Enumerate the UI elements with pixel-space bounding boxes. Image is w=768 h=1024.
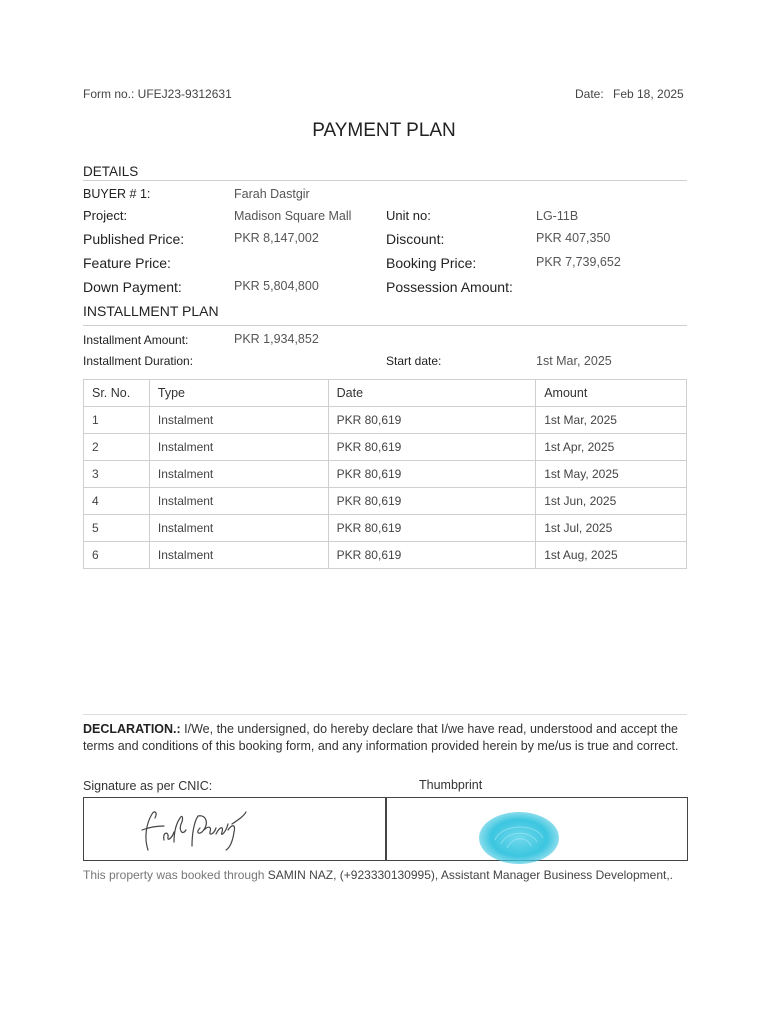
- details-divider: [83, 180, 687, 181]
- cell-type: Instalment: [149, 488, 328, 515]
- cell-date: PKR 80,619: [328, 461, 536, 488]
- published-price-value: PKR 8,147,002: [234, 231, 319, 245]
- cell-date: PKR 80,619: [328, 542, 536, 569]
- cell-date: PKR 80,619: [328, 515, 536, 542]
- cell-type: Instalment: [149, 434, 328, 461]
- installment-amount-value: PKR 1,934,852: [234, 332, 319, 346]
- cell-amount: 1st Jun, 2025: [536, 488, 687, 515]
- cell-type: Instalment: [149, 461, 328, 488]
- booked-prefix: This property was booked through: [83, 868, 268, 882]
- start-date-value: 1st Mar, 2025: [536, 354, 612, 368]
- cell-date: PKR 80,619: [328, 488, 536, 515]
- table-row: [84, 488, 687, 515]
- table-header-row: [84, 380, 687, 407]
- details-heading: DETAILS: [83, 164, 139, 179]
- declaration-text: I/We, the undersigned, do hereby declare that I/we have read, understood and accept the terms and conditions of this booking form, and any information provided herein by me/us is true and correct.: [83, 722, 679, 753]
- down-payment-label: Down Payment:: [83, 279, 182, 295]
- header-sr-no: Sr. No.: [84, 380, 150, 407]
- project-label: Project:: [83, 208, 128, 223]
- booking-price-label: Booking Price:: [386, 255, 477, 271]
- cell-type: Instalment: [149, 407, 328, 434]
- date-value: Feb 18, 2025: [613, 87, 684, 101]
- signature-box-divider: [385, 798, 387, 860]
- cell-amount: 1st Mar, 2025: [536, 407, 687, 434]
- header-amount: Amount: [536, 380, 687, 407]
- cell-amount: 1st May, 2025: [536, 461, 687, 488]
- down-payment-value: PKR 5,804,800: [234, 279, 319, 293]
- signature-box: [83, 797, 688, 861]
- installment-duration-label: Installment Duration:: [83, 354, 194, 368]
- cell-sr-no: 6: [84, 542, 150, 569]
- installment-heading: INSTALLMENT PLAN: [83, 303, 219, 319]
- buyer-label: BUYER # 1:: [83, 187, 151, 201]
- cell-sr-no: 1: [84, 407, 150, 434]
- form-number: Form no.: UFEJ23-9312631: [83, 87, 232, 101]
- discount-label: Discount:: [386, 231, 445, 247]
- declaration-label: DECLARATION.:: [83, 722, 181, 736]
- discount-value: PKR 407,350: [536, 231, 611, 245]
- booked-through-note: [83, 866, 693, 884]
- declaration-divider: [83, 714, 687, 715]
- cell-date: PKR 80,619: [328, 407, 536, 434]
- project-value: Madison Square Mall: [234, 209, 352, 223]
- cell-amount: 1st Apr, 2025: [536, 434, 687, 461]
- unit-label: Unit no:: [386, 208, 431, 223]
- start-date-label: Start date:: [386, 354, 442, 368]
- cell-type: Instalment: [149, 515, 328, 542]
- signature-mark: [134, 804, 249, 856]
- page-title: PAYMENT PLAN: [312, 120, 456, 141]
- table-row: [84, 407, 687, 434]
- installment-amount-label: Installment Amount:: [83, 333, 189, 347]
- table-row: [84, 461, 687, 488]
- unit-value: LG-11B: [536, 209, 579, 223]
- installment-table: [83, 379, 687, 569]
- installment-divider: [83, 325, 687, 326]
- cell-sr-no: 3: [84, 461, 150, 488]
- feature-price-label: Feature Price:: [83, 255, 171, 271]
- date-label: Date:: [575, 87, 604, 101]
- header-date: Date: [328, 380, 536, 407]
- published-price-label: Published Price:: [83, 231, 185, 247]
- cell-type: Instalment: [149, 542, 328, 569]
- cell-amount: 1st Aug, 2025: [536, 542, 687, 569]
- possession-amount-label: Possession Amount:: [386, 279, 513, 295]
- table-row: [84, 434, 687, 461]
- booking-price-value: PKR 7,739,652: [536, 255, 621, 269]
- declaration-paragraph: [83, 721, 693, 755]
- table-row: [84, 542, 687, 569]
- table-row: [84, 515, 687, 542]
- buyer-value: Farah Dastgir: [234, 187, 310, 201]
- header-type: Type: [149, 380, 328, 407]
- signature-label: Signature as per CNIC:: [83, 779, 213, 793]
- cell-sr-no: 4: [84, 488, 150, 515]
- cell-date: PKR 80,619: [328, 434, 536, 461]
- thumbprint-mark: [477, 810, 561, 866]
- cell-sr-no: 5: [84, 515, 150, 542]
- cell-sr-no: 2: [84, 434, 150, 461]
- cell-amount: 1st Jul, 2025: [536, 515, 687, 542]
- booked-agent: SAMIN NAZ, (+923330130995), Assistant Manager Business Development,.: [267, 868, 673, 882]
- thumbprint-label: Thumbprint: [419, 778, 483, 792]
